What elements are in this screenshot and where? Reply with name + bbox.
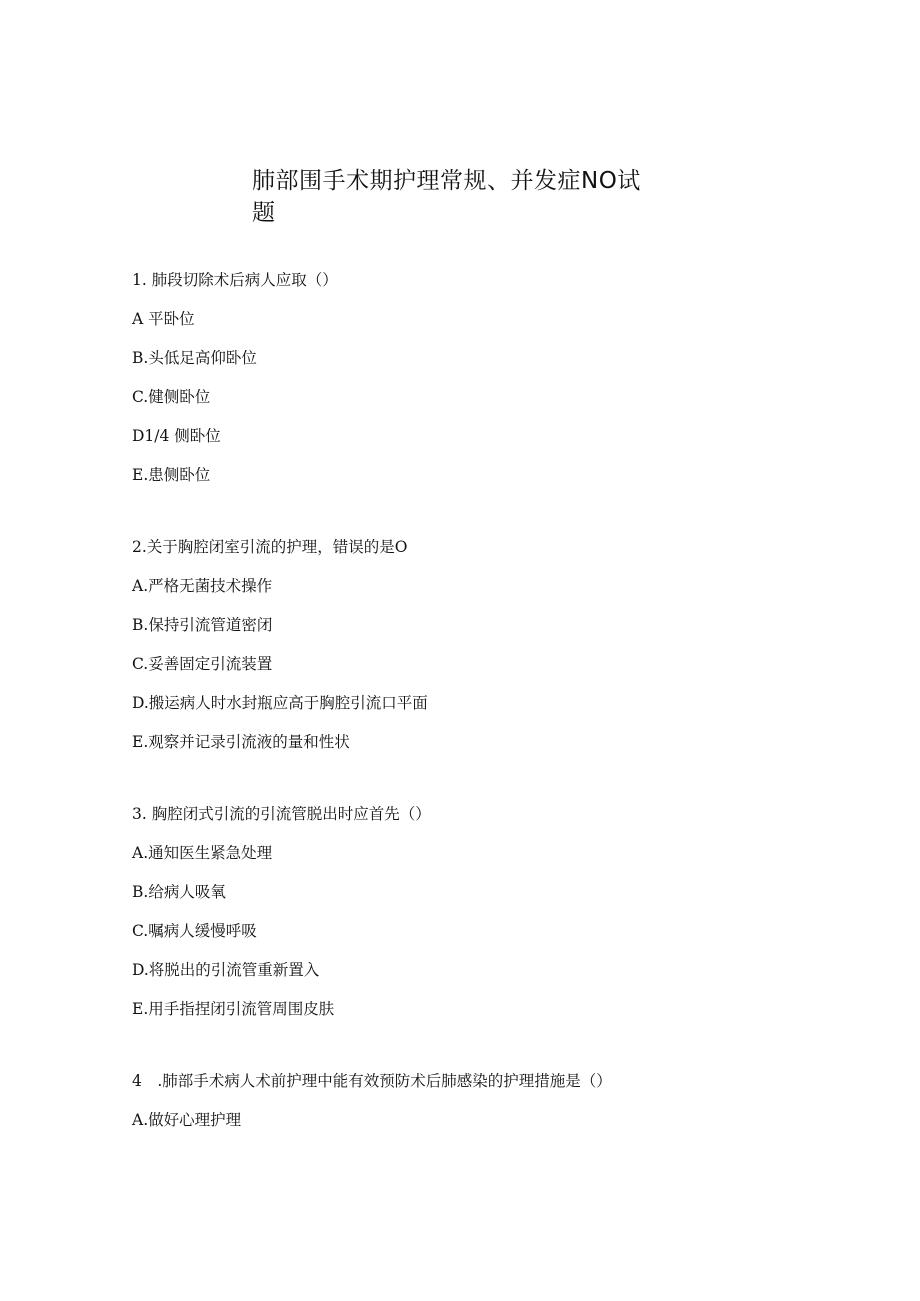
option-b: B.头低足高仰卧位 bbox=[132, 349, 257, 367]
option-d: D.搬运病人时水封瓶应高于胸腔引流口平面 bbox=[132, 694, 428, 712]
question-stem: 4 .肺部手术病人术前护理中能有效预防术后肺感染的护理措施是（） bbox=[132, 1072, 612, 1090]
question-stem: 1. 肺段切除术后病人应取（） bbox=[132, 271, 338, 289]
question-2 bbox=[132, 536, 852, 753]
option-b: B.给病人吸氧 bbox=[132, 883, 226, 901]
option-c: C.健侧卧位 bbox=[132, 388, 211, 406]
option-a: A.做好心理护理 bbox=[132, 1111, 242, 1129]
option-e: E.用手指捏闭引流管周围皮肤 bbox=[132, 1000, 335, 1018]
option-b: B.保持引流管道密闭 bbox=[132, 616, 273, 634]
option-d: D1/4 侧卧位 bbox=[132, 427, 221, 445]
option-c: C.嘱病人缓慢呼吸 bbox=[132, 922, 257, 940]
document-title: 肺部围手术期护理常规、并发症NO试题 bbox=[252, 168, 641, 226]
question-4 bbox=[132, 1070, 852, 1131]
option-a: A.通知医生紧急处理 bbox=[132, 844, 273, 862]
option-e: E.观察并记录引流液的量和性状 bbox=[132, 733, 350, 751]
question-stem: 2.关于胸腔闭室引流的护理，错误的是O bbox=[132, 538, 408, 556]
question-3 bbox=[132, 803, 852, 1020]
option-c: C.妥善固定引流装置 bbox=[132, 655, 273, 673]
question-1 bbox=[132, 269, 852, 486]
question-stem: 3. 胸腔闭式引流的引流管脱出时应首先（） bbox=[132, 805, 431, 823]
option-e: E.患侧卧位 bbox=[132, 466, 211, 484]
option-a: A 平卧位 bbox=[132, 310, 195, 328]
option-d: D.将脱出的引流管重新置入 bbox=[132, 961, 320, 979]
option-a: A.严格无菌技术操作 bbox=[132, 577, 273, 595]
